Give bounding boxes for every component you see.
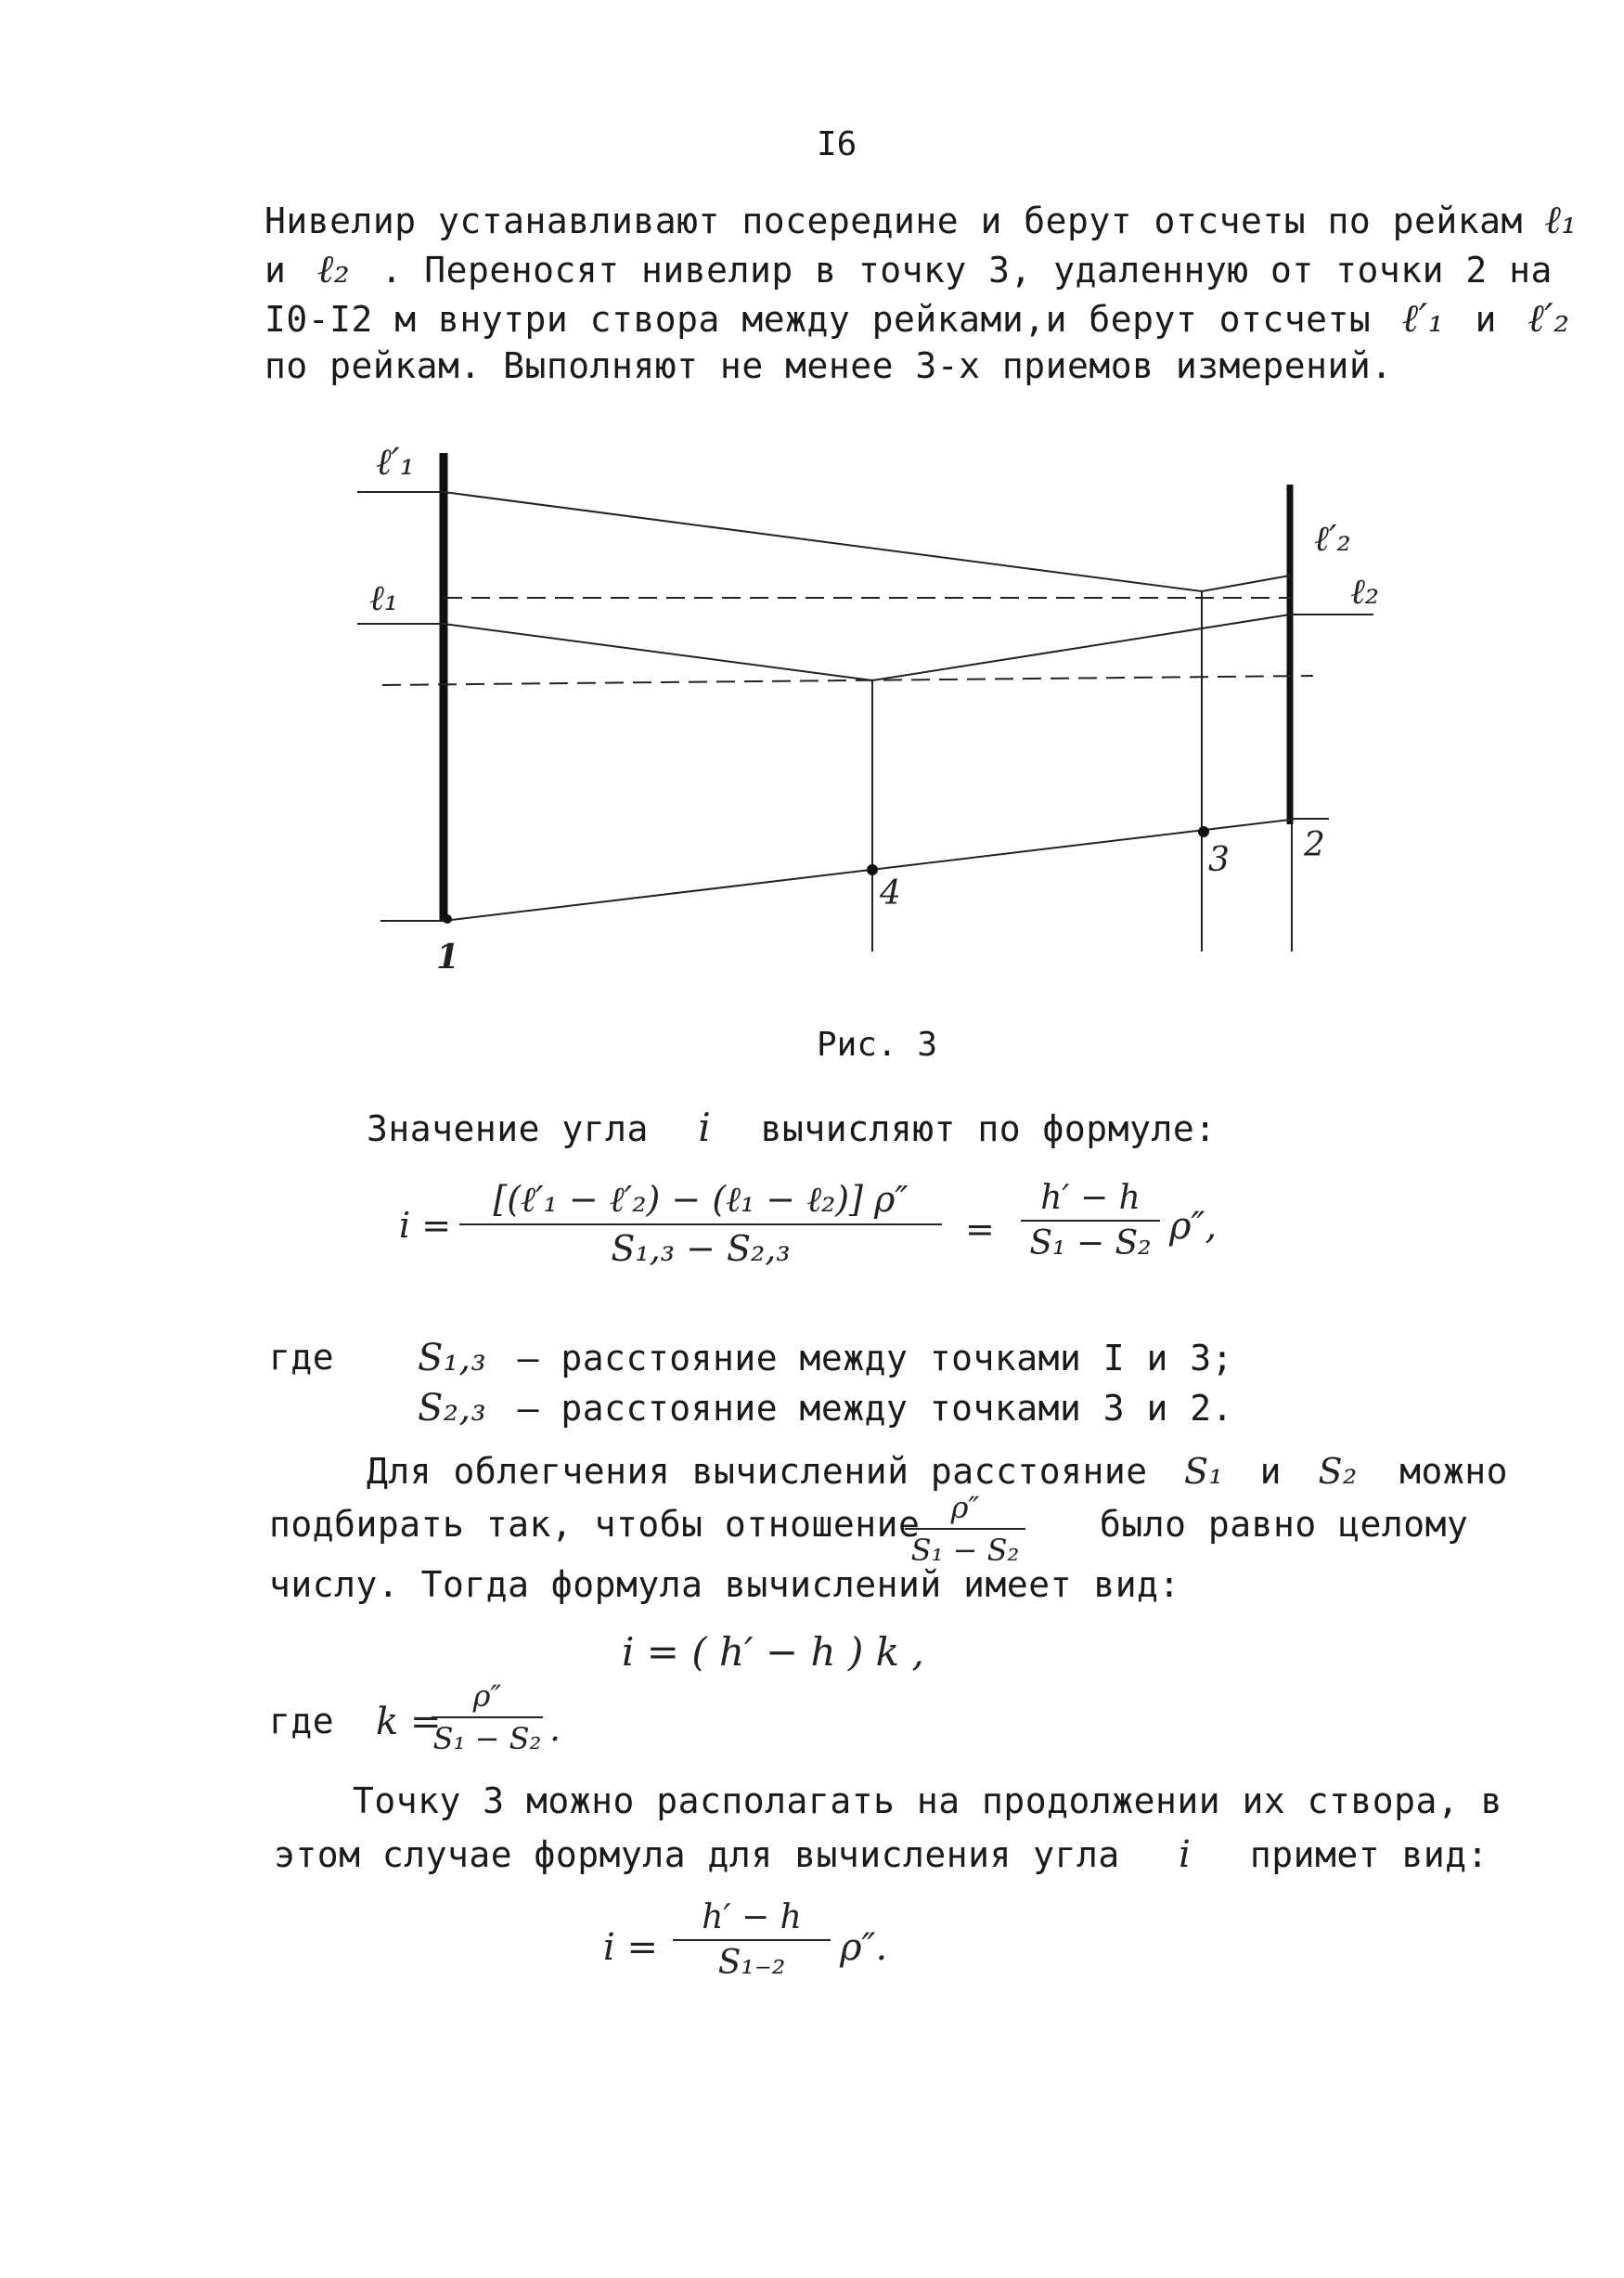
- def1-text: – расстояние между точками I и 3;: [517, 1338, 1234, 1378]
- formula3-denominator: S₁₋₂: [717, 1944, 786, 1982]
- symbol-l2: ℓ₂: [316, 246, 351, 291]
- formula1-bar2: [1021, 1220, 1160, 1222]
- formula1-equals: =: [965, 1209, 995, 1249]
- ratio-denominator: S₁ − S₂: [910, 1533, 1020, 1568]
- symbol-i: i: [698, 1105, 712, 1150]
- fig-label-l1: ℓ₁: [369, 577, 399, 618]
- sightline-upper-right: [1202, 576, 1290, 591]
- def2-symbol: S₂,₃: [418, 1387, 487, 1430]
- formula1-numerator: [(ℓ′₁ − ℓ′₂) − (ℓ₁ − ℓ₂)] ρ″: [493, 1179, 909, 1220]
- symbol-l2-prime: ℓ′₂: [1527, 295, 1570, 341]
- fig-point-1: 1: [436, 938, 460, 977]
- sightline-upper-left: [444, 492, 1202, 591]
- where-label-2: где: [269, 1701, 335, 1741]
- fig-point-4: 4: [880, 874, 901, 912]
- p1-line2-b: . Переносят нивелир в точку 3, удаленную от точки 2 на: [380, 250, 1553, 291]
- intro-text-a: Значение угла: [367, 1108, 649, 1149]
- paragraph1-line4: по рейкам. Выполняют не менее 3-х приемов измерений.: [264, 345, 1393, 386]
- fig-label-l2-prime: ℓ′₂: [1314, 518, 1351, 559]
- p3-line1-c: можно: [1399, 1451, 1508, 1492]
- figure-caption: Рис. 3: [817, 1026, 938, 1064]
- def1-symbol: S₁,₃: [418, 1337, 487, 1379]
- paragraph3-line3: числу. Тогда формула вычислений имеет вид:: [269, 1564, 1180, 1605]
- formula3-numerator: h′ − h: [702, 1898, 802, 1936]
- p1-line3-b: и: [1475, 299, 1497, 340]
- formula1-lhs: i =: [399, 1205, 452, 1246]
- def2-text: – расстояние между точками 3 и 2.: [517, 1388, 1234, 1429]
- sightline-lower-right: [872, 615, 1290, 680]
- ratio-bar: [905, 1528, 1025, 1530]
- k-dot: .: [549, 1708, 561, 1749]
- fig-point-3: 3: [1208, 841, 1230, 879]
- formula1-numerator2: h′ − h: [1040, 1179, 1141, 1217]
- definition-s13: [418, 1337, 1233, 1379]
- paragraph4-line2: [274, 1833, 1489, 1876]
- point-3-marker: [1198, 826, 1209, 837]
- intro-text-b: вычисляют по формуле:: [760, 1108, 1217, 1149]
- p3-line1-b: и: [1259, 1451, 1282, 1492]
- fig-label-l2: ℓ₂: [1350, 571, 1380, 612]
- fig-point-2: 2: [1304, 826, 1325, 864]
- p4-symbol-i: i: [1179, 1833, 1192, 1876]
- paragraph4-line1: Точку 3 можно располагать на продолжении их створа, в: [353, 1780, 1503, 1821]
- k-numerator: ρ″: [472, 1678, 502, 1714]
- k-denominator: S₁ − S₂: [432, 1721, 542, 1756]
- formula1-denominator: S₁,₃ − S₂,₃: [611, 1228, 791, 1269]
- point-1-marker: [443, 914, 452, 924]
- k-fraction: [432, 1678, 543, 1756]
- p4-line2-b: примет вид:: [1249, 1834, 1489, 1875]
- formula3-rho: ρ″.: [840, 1926, 888, 1969]
- formula3-bar: [673, 1939, 831, 1941]
- paragraph3-line2-a: подбирать так, чтобы отношение: [269, 1504, 921, 1545]
- formula3-fraction: [673, 1898, 831, 1982]
- k-bar: [432, 1716, 543, 1718]
- ground-line: [444, 820, 1290, 921]
- formula1-denominator2: S₁ − S₂: [1029, 1224, 1152, 1262]
- formula1-rho: ρ″,: [1169, 1205, 1218, 1248]
- p3-line1-a: Для облегчения вычислений расстояние: [367, 1451, 1148, 1492]
- formula1-fraction-short: [1021, 1179, 1160, 1262]
- k-lhs: k =: [376, 1701, 442, 1743]
- p1-line3-a: I0-I2 м внутри створа между рейками,и берут отсчеты: [264, 299, 1372, 340]
- formula-intro: [367, 1105, 1217, 1150]
- definition-s23: [418, 1387, 1233, 1430]
- fig-label-l1-prime: ℓ′₁: [376, 441, 415, 484]
- symbol-l1: ℓ₁: [1544, 197, 1578, 242]
- sightline-lower-left: [444, 624, 872, 680]
- p3-symbol-s1: S₁: [1184, 1451, 1224, 1492]
- symbol-l1-prime: ℓ′₁: [1401, 295, 1445, 341]
- paragraph3-line1: [367, 1451, 1508, 1492]
- formula1-fraction-main: [459, 1179, 942, 1269]
- formula1-bar: [459, 1223, 942, 1225]
- ratio-fraction: [905, 1490, 1025, 1568]
- page-number: I6: [817, 125, 857, 163]
- point-4-marker: [867, 864, 878, 875]
- ratio-numerator: ρ″: [950, 1490, 980, 1525]
- where-label-1: где: [269, 1337, 335, 1378]
- p3-symbol-s2: S₂: [1318, 1451, 1358, 1492]
- p4-line2-a: этом случае формула для вычисления угла: [274, 1834, 1120, 1875]
- formula2: i = ( h′ − h ) k ,: [622, 1629, 924, 1675]
- formula3-lhs: i =: [603, 1926, 659, 1969]
- paragraph3-line2-b: было равно целому: [1100, 1504, 1469, 1545]
- p1-line1-text: Нивелир устанавливают посередине и берут отсчеты по рейкам: [264, 201, 1523, 241]
- p1-line2-a: и: [264, 250, 287, 291]
